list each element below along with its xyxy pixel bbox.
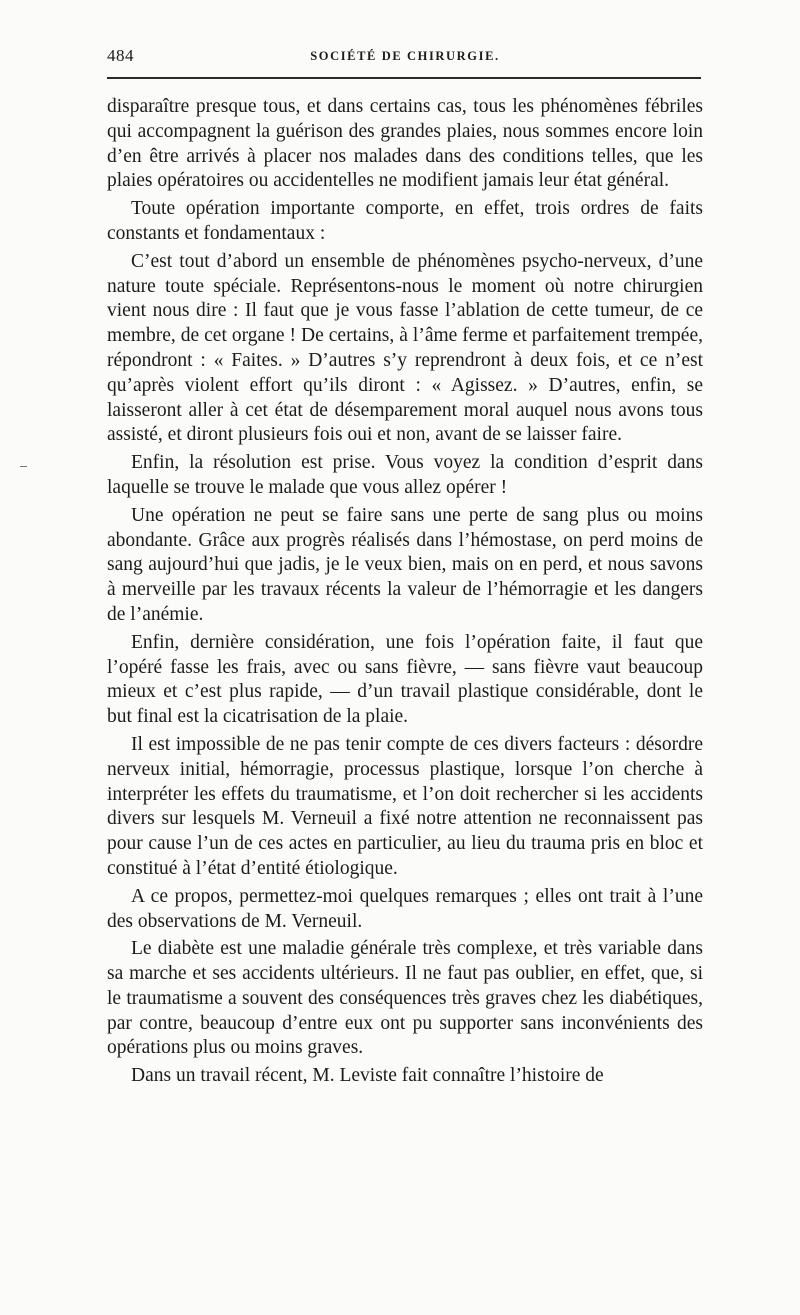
margin-tick-mark: [20, 466, 27, 467]
paragraph: Enfin, dernière considération, une fois l’opération faite, il faut que l’opéré fasse les frais, avec ou sans fièvre, — sans fièvre vaut beaucoup mieux et c’est plus rapide, — d’un travail plastique considérable, dont le but final est la cicatrisation de la plaie.: [107, 631, 703, 728]
page-number: 484: [107, 46, 134, 65]
paragraph: Une opération ne peut se faire sans une perte de sang plus ou moins abondante. Grâce aux progrès réalisés dans l’hémostase, on perd moins de sang aujourd’hui que jadis, je le veux bien, mais on en perd, et nous savons à merveille par les travaux récents la valeur de l’hémorragie et les dangers de l’anémie.: [107, 504, 703, 625]
paragraph: C’est tout d’abord un ensemble de phénomènes psycho-nerveux, d’une nature toute spéciale. Représentons-nous le moment où notre chirurgien vient nous dire : Il faut que je vous fasse l’ablation de cette tumeur, de ce membre, de cet organe ! De certains, à l’âme ferme et parfaitement trempée, répondront : « Faites. » D’autres s’y reprendront à deux fois, et ce n’est qu’après violent effort qu’ils diront : « Agissez. » D’autres, enfin, se laisseront aller à cet état de désemparement moral auquel nous avons tous assisté, et diront plusieurs fois oui et non, avant de se laisser faire.: [107, 250, 703, 446]
paragraph-continuation: disparaître presque tous, et dans certains cas, tous les phénomènes fébriles qui accompagnent la guérison des grandes plaies, nous sommes encore loin d’en être arrivés à placer nos malades dans des conditions telles, que les plaies opératoires ou accidentelles ne modifient jamais leur état général.: [107, 96, 703, 192]
paragraph: Le diabète est une maladie générale très complexe, et très variable dans sa marche et ses accidents ultérieurs. Il ne faut pas oublier, en effet, que, si le traumatisme a souvent des conséquences très graves chez les diabétiques, par contre, beaucoup d’entre eux ont pu supporter sans inconvénients des opérations plus ou moins graves.: [107, 938, 703, 1059]
body-text: [107, 95, 703, 1092]
running-head: [107, 46, 703, 68]
paragraph: A ce propos, permettez-moi quelques remarques ; elles ont trait à l’une des observations de M. Verneuil.: [107, 885, 703, 932]
paragraph: Il est impossible de ne pas tenir compte de ces divers facteurs : désordre nerveux initial, hémorragie, processus plastique, lorsque l’on cherche à interpréter les effets du traumatisme, et l’on doit rechercher si les accidents divers sur lesquels M. Verneuil a fixé notre attention ne reconnaissent pas pour cause l’un de ces actes en particulier, au lieu du trauma pris en bloc et constitué à l’état d’entité étiologique.: [107, 733, 703, 879]
paragraph-last: Dans un travail récent, M. Leviste fait connaître l’histoire de: [131, 1065, 604, 1087]
running-title: SOCIÉTÉ DE CHIRURGIE.: [310, 49, 500, 63]
paragraph: Toute opération importante comporte, en effet, trois ordres de faits constants et fondamentaux :: [107, 198, 703, 244]
paragraph: Enfin, la résolution est prise. Vous voyez la condition d’esprit dans laquelle se trouve le malade que vous allez opérer !: [107, 452, 703, 498]
header-rule: [107, 77, 701, 79]
